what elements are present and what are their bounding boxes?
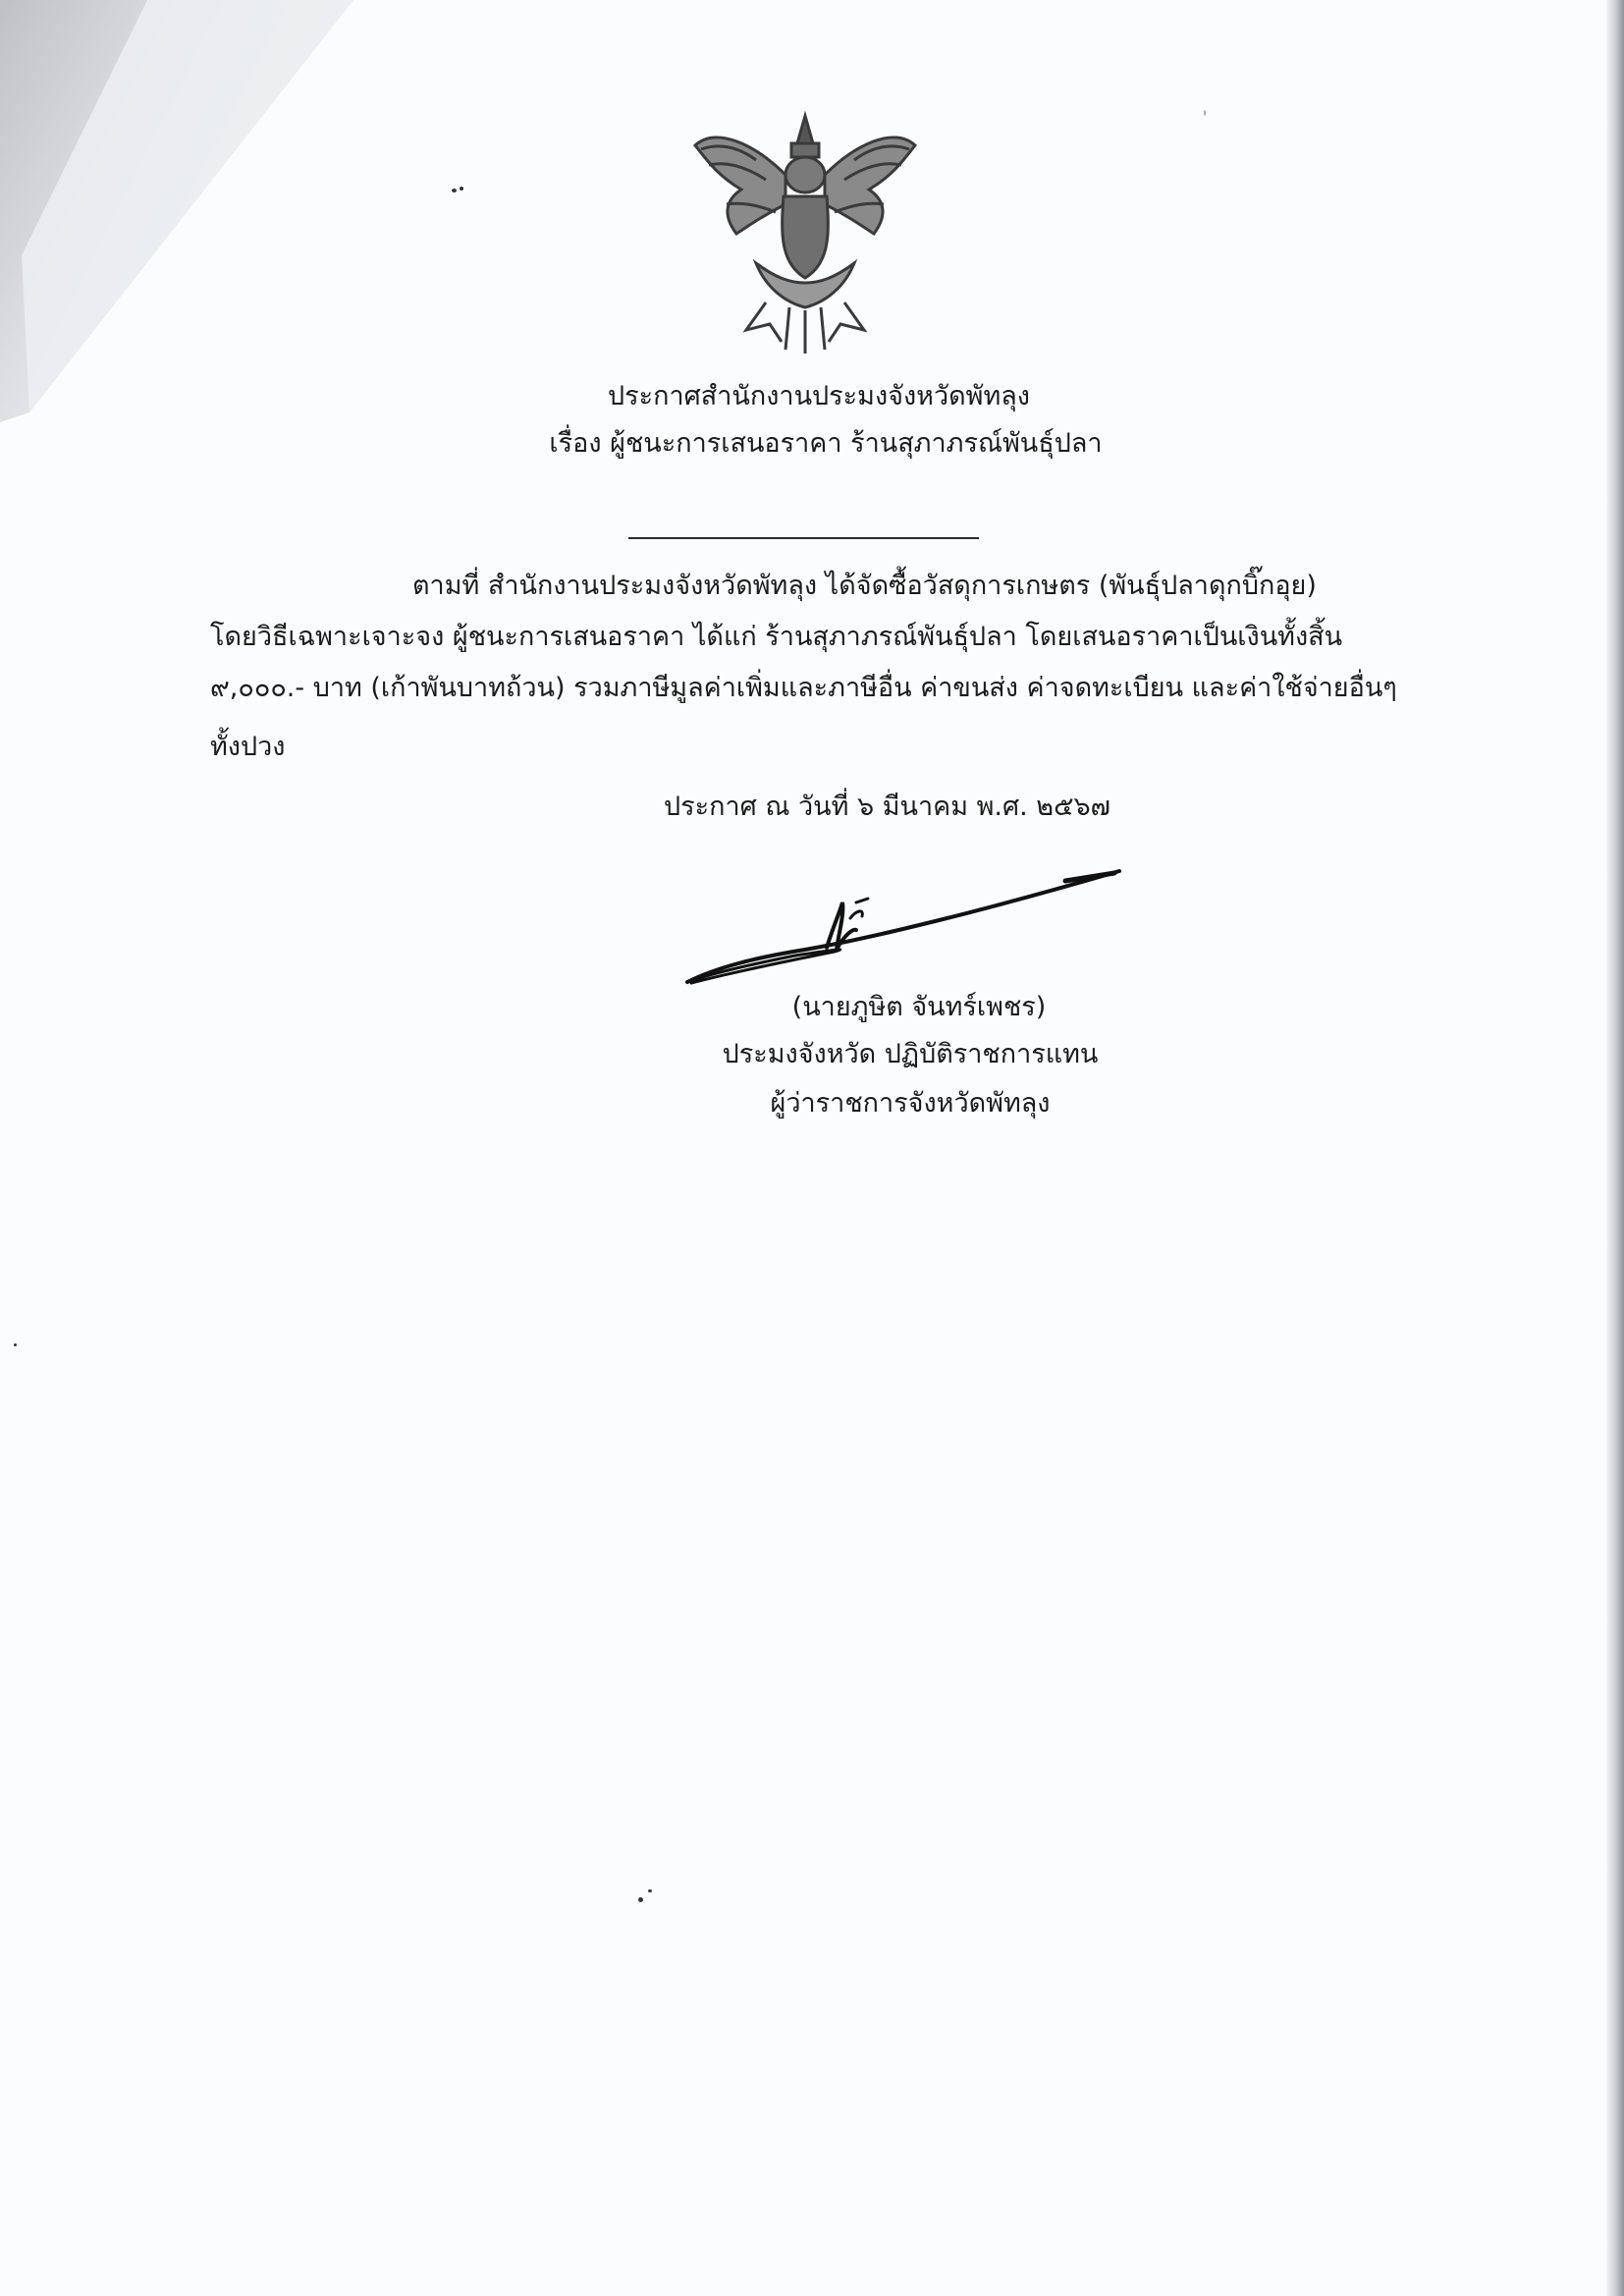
signer-name: (นายภูษิต จันทร์เพชร) (791, 992, 1047, 1022)
scan-speck (14, 1343, 17, 1346)
scan-speck (452, 189, 457, 192)
folded-corner (0, 0, 373, 422)
handwritten-signature (677, 859, 1129, 997)
announcement-subject: เรื่อง ผู้ชนะการเสนอราคา ร้านสุภาภรณ์พันธุ์ปลา (549, 428, 1103, 459)
body-paragraph-line: ตามที่ สำนักงานประมงจังหวัดพัทลุง ได้จัดซื้อวัสดุการเกษตร (พันธุ์ปลาดุกบิ๊กอุย) (412, 571, 1317, 601)
body-paragraph-line: โดยวิธีเฉพาะเจาะจง ผู้ชนะการเสนอราคา ได้แก่ ร้านสุภาภรณ์พันธุ์ปลา โดยเสนอราคาเป็นเงินทั้งสิ้น (210, 622, 1343, 652)
scan-speck (1204, 110, 1206, 116)
garuda-emblem-icon (687, 106, 923, 356)
title-divider (628, 537, 979, 539)
announcement-date: ประกาศ ณ วันที่ ๖ มีนาคม พ.ศ. ๒๕๖๗ (664, 792, 1110, 822)
signer-position-governor: ผู้ว่าราชการจังหวัดพัทลุง (770, 1088, 1051, 1119)
body-paragraph-line: ๙,๐๐๐.- บาท (เก้าพันบาทถ้วน) รวมภาษีมูลค่าเพิ่มและภาษีอื่น ค่าขนส่ง ค่าจดทะเบียน และค่าใช้จ่ายอื่นๆ (210, 673, 1397, 703)
scan-edge (1606, 0, 1624, 2296)
scan-speck (460, 187, 463, 191)
body-paragraph-line: ทั้งปวง (210, 732, 286, 762)
signer-position: ประมงจังหวัด ปฏิบัติราชการแทน (722, 1039, 1099, 1069)
announcement-title: ประกาศสำนักงานประมงจังหวัดพัทลุง (608, 381, 1030, 411)
scan-speck (638, 1897, 643, 1902)
scan-speck (648, 1889, 652, 1892)
